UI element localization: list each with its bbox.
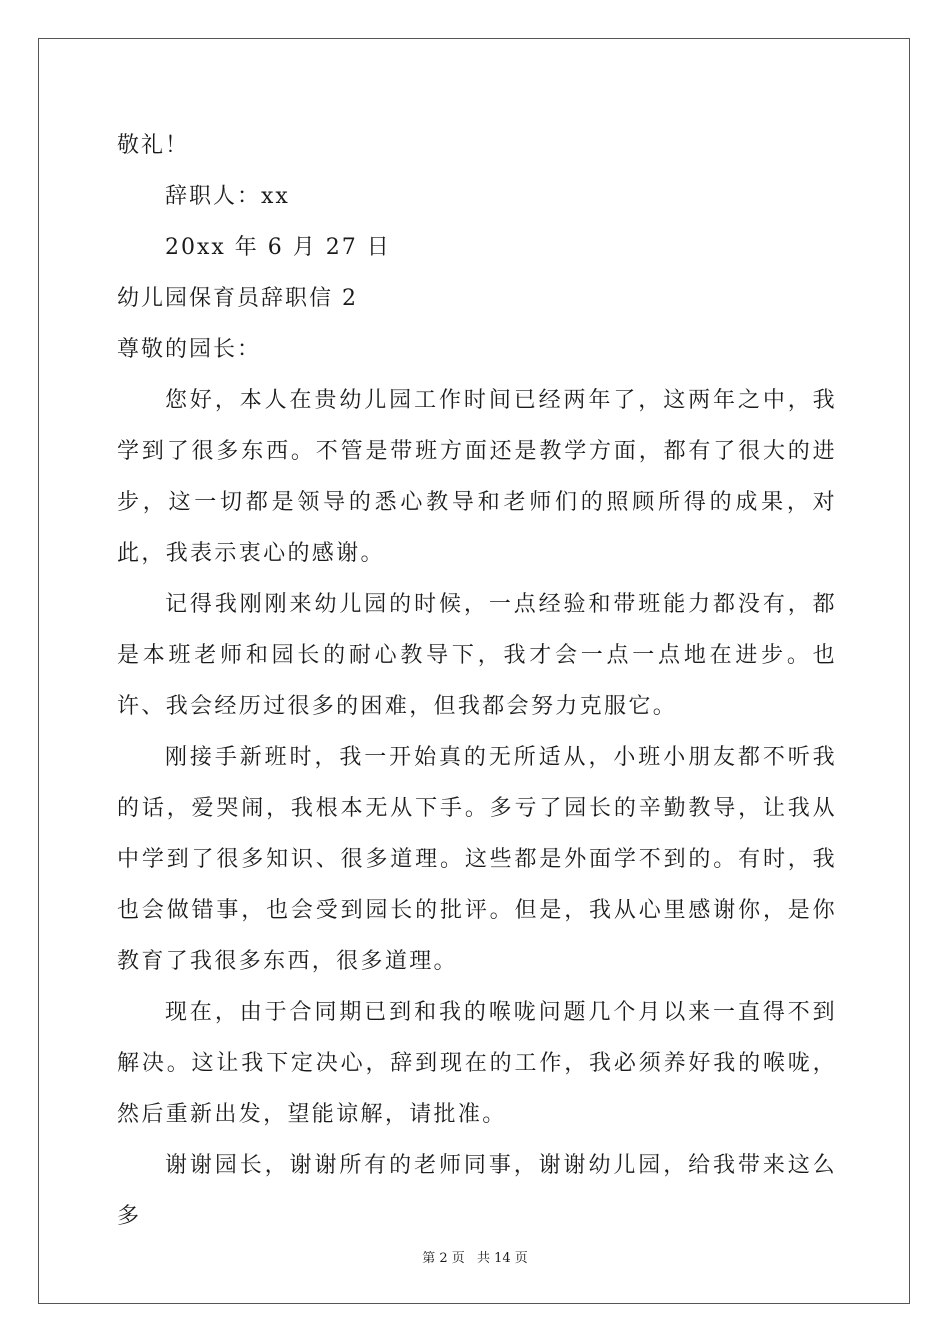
body-paragraph: 谢谢园长，谢谢所有的老师同事，谢谢幼儿园，给我带来这么多 [117,1153,837,1229]
page-footer [0,1247,950,1266]
greeting-line: 尊敬的园长： [117,337,262,362]
body-paragraph: 现在，由于合同期已到和我的喉咙问题几个月以来一直得不到解决。这让我下定决心，辞到现在的工作，我必须养好我的喉咙，然后重新出发，望能谅解，请批准。 [117,1000,837,1127]
date-line: 20xx 年 6 月 27 日 [165,235,391,260]
body-paragraph: 记得我刚刚来幼儿园的时候，一点经验和带班能力都没有，都是本班老师和园长的耐心教导下，我才会一点一点地在进步。也许、我会经历过很多的困难，但我都会努力克服它。 [117,592,837,719]
letter-title: 幼儿园保育员辞职信 2 [117,286,358,311]
body-paragraph: 您好，本人在贵幼儿园工作时间已经两年了，这两年之中，我学到了很多东西。不管是带班方面还是教学方面，都有了很大的进步，这一切都是领导的悉心教导和老师们的照顾所得的成果，对此，我表示衷心的感谢。 [117,388,837,566]
closing-salutation: 敬礼！ [117,133,190,158]
body-paragraph: 刚接手新班时，我一开始真的无所适从，小班小朋友都不听我的话，爱哭闹，我根本无从下手。多亏了园长的辛勤教导，让我从中学到了很多知识、很多道理。这些都是外面学不到的。有时，我也会做错事，也会受到园长的批评。但是，我从心里感谢你，是你教育了我很多东西，很多道理。 [117,745,837,974]
total-pages: 共 14 页 [476,1251,528,1266]
signer-line: 辞职人：xx [165,184,290,209]
page-number: 第 2 页 [422,1251,465,1266]
document-body [117,120,837,1242]
